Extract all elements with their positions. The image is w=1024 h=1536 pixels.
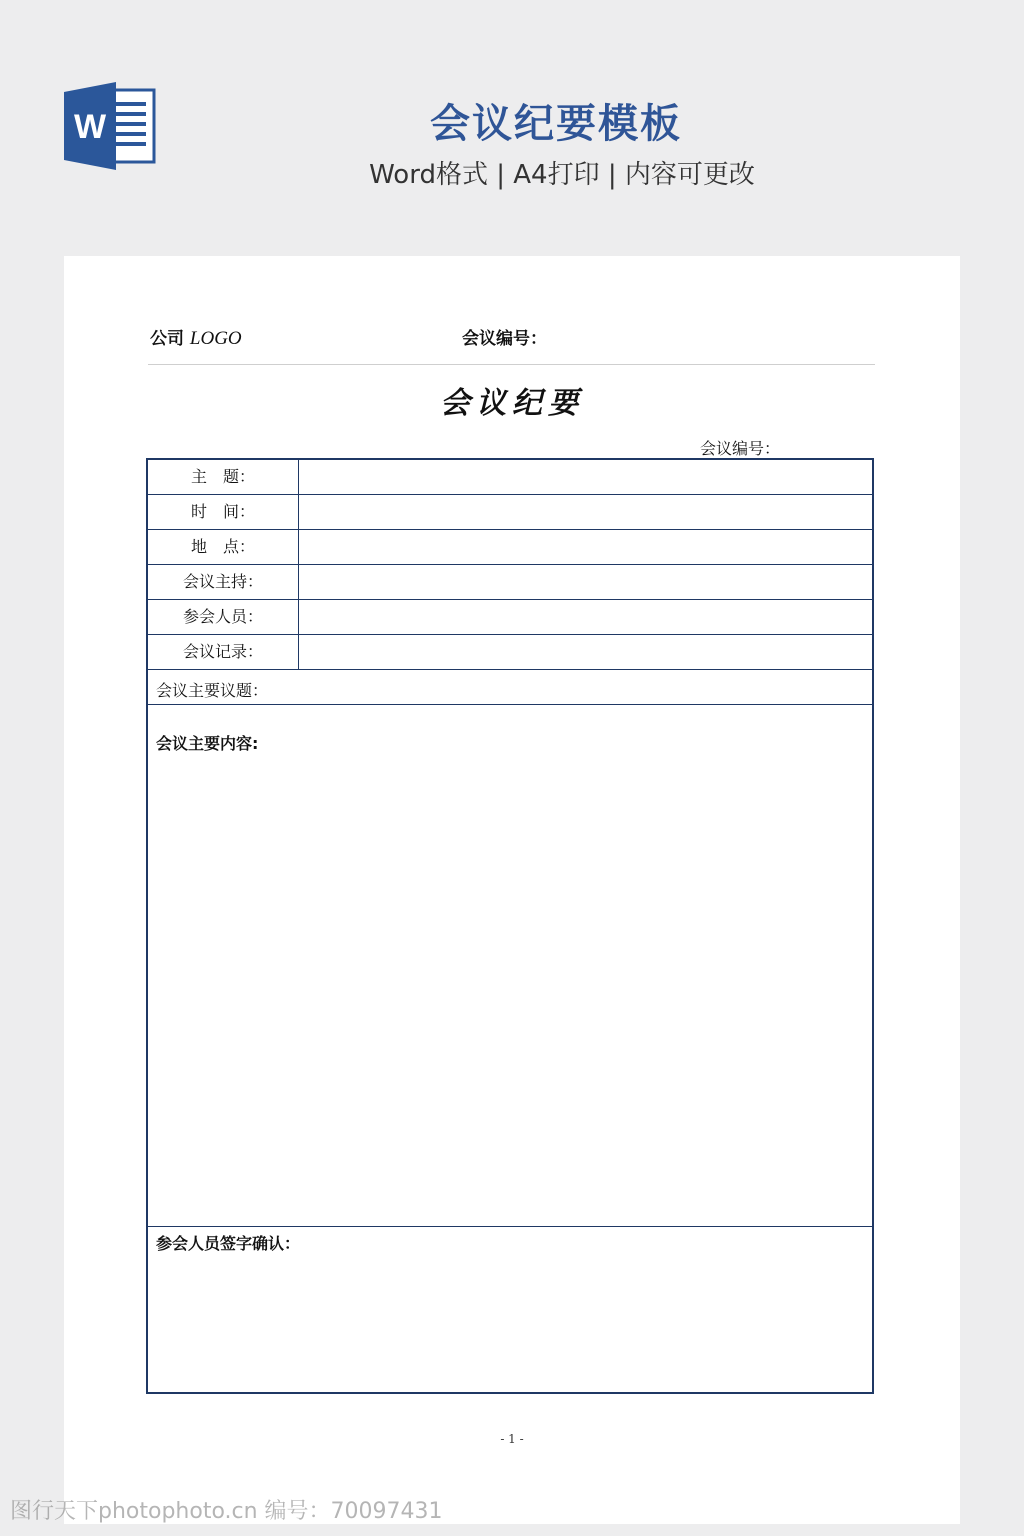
form-row-topic (148, 460, 872, 495)
word-icon-letter: W (73, 108, 107, 146)
form-label-recorder: 会议记录： (148, 635, 299, 669)
form-field-time[interactable] (299, 495, 872, 529)
form-field-attendees[interactable] (299, 600, 872, 634)
logo-prefix: 公司 (150, 329, 190, 349)
form-field-location[interactable] (299, 530, 872, 564)
logo-word: LOGO (189, 328, 242, 349)
header-meeting-number: 会议编号： (462, 329, 547, 349)
watermark-text: 图行天下photophoto.cn 编号：70097431 (10, 1499, 443, 1524)
main-topics-label: 会议主要议题： (156, 681, 269, 700)
word-document-icon (64, 82, 156, 170)
form-label-host: 会议主持： (148, 565, 299, 599)
form-row-recorder (148, 635, 872, 670)
form-field-recorder[interactable] (299, 635, 872, 669)
document-page (64, 256, 960, 1524)
form-row-location (148, 530, 872, 565)
main-content-label: 会议主要内容: (156, 734, 259, 753)
form-label-time: 时 间： (148, 495, 299, 529)
page-number: - 1 - (500, 1432, 524, 1446)
main-content-section[interactable] (148, 705, 872, 1227)
signature-section[interactable] (148, 1227, 872, 1392)
form-label-topic: 主 题： (148, 460, 299, 494)
form-field-host[interactable] (299, 565, 872, 599)
form-field-topic[interactable] (299, 460, 872, 494)
signature-label: 参会人员签字确认： (156, 1234, 301, 1253)
form-row-attendees (148, 600, 872, 635)
meeting-form-table (146, 458, 874, 1394)
banner-subtitle: Word格式 | A4打印 | 内容可更改 (369, 160, 755, 190)
form-row-time (148, 495, 872, 530)
form-label-attendees: 参会人员： (148, 600, 299, 634)
document-title: 会议纪要 (440, 386, 584, 421)
header-divider (148, 364, 875, 365)
company-logo-text (150, 324, 242, 350)
main-topics-section[interactable] (148, 670, 872, 705)
form-label-location: 地 点： (148, 530, 299, 564)
form-row-host (148, 565, 872, 600)
banner-title: 会议纪要模板 (430, 101, 682, 147)
meeting-number-label: 会议编号： (700, 439, 781, 458)
